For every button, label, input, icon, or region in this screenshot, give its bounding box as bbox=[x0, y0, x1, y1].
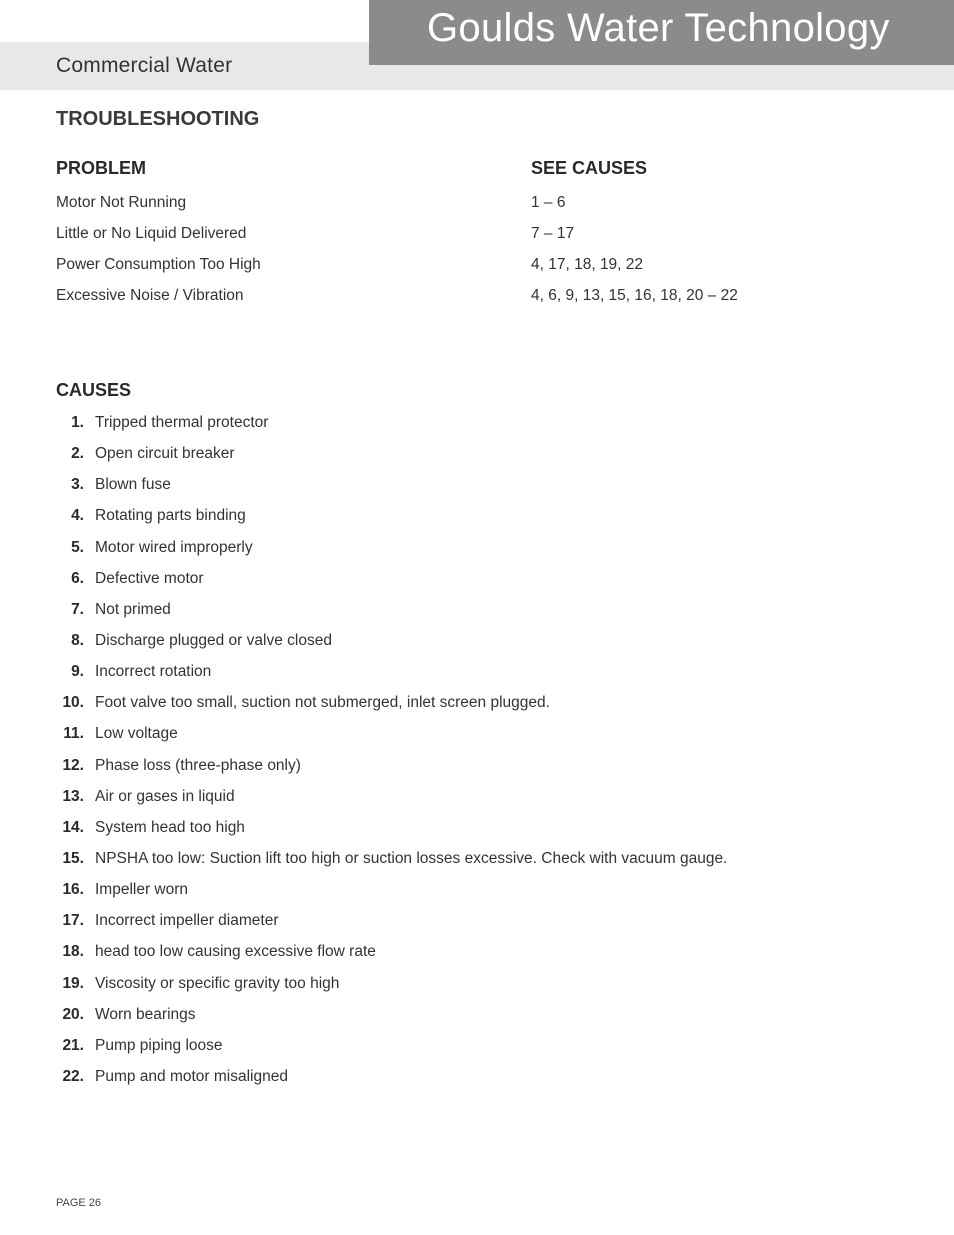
cause-text: Pump piping loose bbox=[95, 1036, 223, 1054]
list-item bbox=[0, 601, 954, 632]
list-item bbox=[0, 912, 954, 943]
list-item bbox=[0, 881, 954, 912]
cause-text: Air or gases in liquid bbox=[95, 787, 235, 805]
list-item bbox=[0, 632, 954, 663]
cause-number: 13. bbox=[62, 787, 84, 805]
table-row bbox=[0, 287, 954, 318]
list-item bbox=[0, 819, 954, 850]
cause-number: 5. bbox=[71, 538, 84, 556]
cause-number: 10. bbox=[62, 694, 84, 712]
cause-text: Discharge plugged or valve closed bbox=[95, 631, 332, 649]
cause-number: 12. bbox=[62, 756, 84, 774]
causes-cell: 4, 17, 18, 19, 22 bbox=[531, 256, 644, 273]
list-item bbox=[0, 943, 954, 974]
cause-text: Open circuit breaker bbox=[95, 445, 235, 463]
subheader-title: Commercial Water bbox=[56, 54, 233, 77]
cause-number: 19. bbox=[62, 974, 84, 992]
cause-text: Not primed bbox=[95, 600, 171, 618]
causes-list bbox=[0, 414, 954, 1099]
cause-number: 17. bbox=[62, 912, 84, 930]
problem-cell: Power Consumption Too High bbox=[56, 256, 261, 273]
problem-cell: Little or No Liquid Delivered bbox=[56, 225, 247, 242]
cause-number: 6. bbox=[71, 569, 84, 587]
cause-text: Pump and motor misaligned bbox=[95, 1067, 288, 1085]
cause-number: 21. bbox=[62, 1036, 84, 1054]
list-item bbox=[0, 570, 954, 601]
causes-cell: 1 – 6 bbox=[531, 194, 566, 211]
cause-text: Low voltage bbox=[95, 725, 178, 743]
table-row bbox=[0, 256, 954, 287]
list-item bbox=[0, 694, 954, 725]
cause-text: Rotating parts binding bbox=[95, 507, 246, 525]
cause-number: 11. bbox=[63, 725, 84, 743]
brand-title: Goulds Water Technology bbox=[427, 6, 890, 50]
see-causes-column-header: SEE CAUSES bbox=[531, 158, 648, 178]
list-item bbox=[0, 1068, 954, 1099]
cause-number: 20. bbox=[62, 1005, 84, 1023]
cause-text: Motor wired improperly bbox=[95, 538, 253, 556]
cause-text: Foot valve too small, suction not submerged, inlet screen plugged. bbox=[95, 694, 550, 712]
list-item bbox=[0, 850, 954, 881]
cause-number: 3. bbox=[71, 476, 84, 494]
cause-number: 2. bbox=[71, 445, 84, 463]
brand-banner bbox=[369, 0, 954, 65]
problem-cell: Motor Not Running bbox=[56, 194, 187, 211]
list-item bbox=[0, 725, 954, 756]
cause-number: 8. bbox=[71, 631, 84, 649]
list-item bbox=[0, 507, 954, 538]
causes-cell: 4, 6, 9, 13, 15, 16, 18, 20 – 22 bbox=[531, 287, 738, 304]
cause-text: head too low causing excessive flow rate bbox=[95, 943, 376, 961]
cause-number: 9. bbox=[71, 663, 84, 681]
table-row bbox=[0, 225, 954, 256]
page-title: TROUBLESHOOTING bbox=[56, 108, 260, 130]
page-number: PAGE 26 bbox=[56, 1197, 102, 1209]
cause-text: Viscosity or specific gravity too high bbox=[95, 974, 340, 992]
cause-number: 4. bbox=[71, 507, 84, 525]
list-item bbox=[0, 788, 954, 819]
cause-text: Worn bearings bbox=[95, 1005, 196, 1023]
cause-text: Incorrect impeller diameter bbox=[95, 912, 279, 930]
list-item bbox=[0, 663, 954, 694]
cause-text: Incorrect rotation bbox=[95, 663, 212, 681]
cause-text: Defective motor bbox=[95, 569, 204, 587]
causes-cell: 7 – 17 bbox=[531, 225, 575, 242]
cause-text: Impeller worn bbox=[95, 881, 189, 899]
cause-number: 18. bbox=[62, 943, 84, 961]
list-item bbox=[0, 975, 954, 1006]
cause-number: 15. bbox=[62, 849, 84, 867]
cause-text: NPSHA too low: Suction lift too high or suction losses excessive. Check with vacuum gauge. bbox=[95, 849, 728, 867]
problem-cell: Excessive Noise / Vibration bbox=[56, 287, 244, 304]
table-row bbox=[0, 194, 954, 225]
problem-column-header: PROBLEM bbox=[56, 158, 146, 178]
list-item bbox=[0, 476, 954, 507]
causes-heading: CAUSES bbox=[56, 380, 132, 400]
list-item bbox=[0, 414, 954, 445]
cause-text: System head too high bbox=[95, 818, 245, 836]
list-item bbox=[0, 539, 954, 570]
cause-number: 16. bbox=[62, 881, 84, 899]
list-item bbox=[0, 757, 954, 788]
cause-number: 22. bbox=[62, 1067, 84, 1085]
cause-text: Blown fuse bbox=[95, 476, 171, 494]
cause-number: 1. bbox=[71, 414, 84, 431]
cause-number: 7. bbox=[71, 600, 84, 618]
list-item bbox=[0, 1006, 954, 1037]
cause-text: Tripped thermal protector bbox=[95, 414, 269, 431]
cause-text: Phase loss (three-phase only) bbox=[95, 756, 301, 774]
list-item bbox=[0, 1037, 954, 1068]
cause-number: 14. bbox=[62, 818, 84, 836]
list-item bbox=[0, 445, 954, 476]
